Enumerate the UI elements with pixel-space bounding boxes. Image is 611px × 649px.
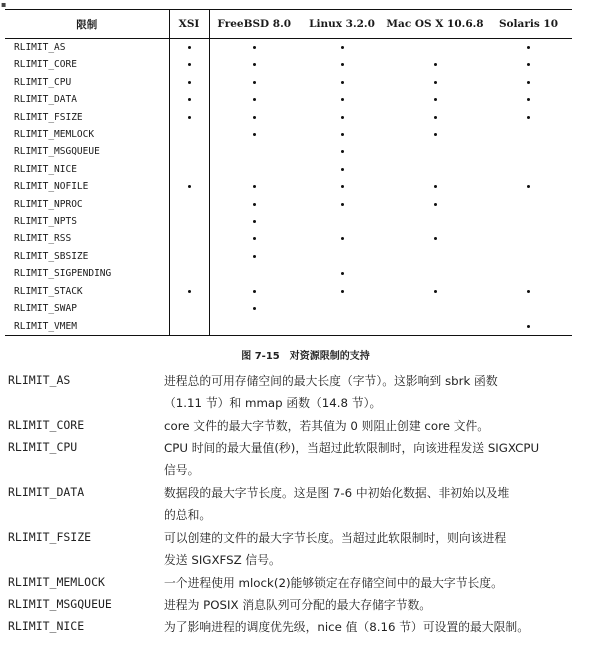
- limit-name: RLIMIT_MEMLOCK: [5, 126, 169, 143]
- definition-description: [164, 437, 604, 481]
- limit-name: RLIMIT_NICE: [5, 161, 169, 178]
- support-cell-linux: [299, 265, 385, 282]
- header-macos: Mac OS X 10.6.8: [385, 10, 485, 39]
- description-line: （1.11 节）和 mmap 函数（14.8 节）。: [164, 396, 382, 410]
- supported-bullet-icon: [434, 290, 437, 293]
- header-linux: Linux 3.2.0: [299, 10, 385, 39]
- supported-bullet-icon: [188, 98, 191, 101]
- supported-bullet-icon: [253, 133, 256, 136]
- support-cell-xsi: [169, 248, 209, 265]
- support-cell-solaris: [485, 265, 572, 282]
- description-line: 发送 SIGXFSZ 信号。: [164, 553, 281, 567]
- table-row: [5, 109, 572, 126]
- definition-description: [164, 415, 604, 437]
- supported-bullet-icon: [188, 46, 191, 49]
- support-cell-macos: [385, 196, 485, 213]
- limit-name: RLIMIT_NPTS: [5, 213, 169, 230]
- support-cell-xsi: [169, 283, 209, 300]
- supported-bullet-icon: [188, 185, 191, 188]
- limit-name: RLIMIT_CPU: [5, 74, 169, 91]
- support-cell-freebsd: [209, 213, 299, 230]
- table-row: [5, 161, 572, 178]
- support-cell-xsi: [169, 91, 209, 108]
- support-cell-freebsd: [209, 230, 299, 247]
- table-row: [5, 265, 572, 282]
- limit-name: RLIMIT_NOFILE: [5, 178, 169, 195]
- support-cell-freebsd: [209, 161, 299, 178]
- support-cell-xsi: [169, 213, 209, 230]
- description-line: core 文件的最大字节数，若其值为 0 则阻止创建 core 文件。: [164, 419, 490, 433]
- limit-name: RLIMIT_SWAP: [5, 300, 169, 317]
- support-cell-macos: [385, 56, 485, 73]
- support-cell-linux: [299, 56, 385, 73]
- table-row: [5, 248, 572, 265]
- limit-name: RLIMIT_MSGQUEUE: [5, 143, 169, 160]
- description-line: 可以创建的文件的最大字节长度。当超过此软限制时，则向该进程: [164, 531, 507, 545]
- support-cell-linux: [299, 126, 385, 143]
- supported-bullet-icon: [253, 98, 256, 101]
- support-cell-freebsd: [209, 109, 299, 126]
- supported-bullet-icon: [253, 203, 256, 206]
- definition-description: [164, 482, 604, 526]
- header-solaris: Solaris 10: [485, 10, 572, 39]
- supported-bullet-icon: [341, 185, 344, 188]
- supported-bullet-icon: [253, 255, 256, 258]
- support-cell-freebsd: [209, 143, 299, 160]
- header-limit: 限制: [5, 10, 169, 39]
- limit-name: RLIMIT_NPROC: [5, 196, 169, 213]
- supported-bullet-icon: [253, 290, 256, 293]
- supported-bullet-icon: [188, 290, 191, 293]
- support-cell-xsi: [169, 318, 209, 336]
- description-line: 进程总的可用存储空间的最大长度（字节）。这影响到 sbrk 函数: [164, 374, 498, 388]
- supported-bullet-icon: [527, 81, 530, 84]
- support-cell-solaris: [485, 230, 572, 247]
- support-cell-freebsd: [209, 126, 299, 143]
- supported-bullet-icon: [341, 81, 344, 84]
- support-cell-solaris: [485, 318, 572, 336]
- supported-bullet-icon: [188, 63, 191, 66]
- supported-bullet-icon: [341, 116, 344, 119]
- support-cell-freebsd: [209, 265, 299, 282]
- support-cell-xsi: [169, 178, 209, 195]
- supported-bullet-icon: [341, 98, 344, 101]
- definition-term: RLIMIT_MEMLOCK: [8, 575, 105, 589]
- support-cell-linux: [299, 39, 385, 57]
- supported-bullet-icon: [341, 63, 344, 66]
- support-cell-linux: [299, 109, 385, 126]
- limit-name: RLIMIT_CORE: [5, 56, 169, 73]
- support-cell-freebsd: [209, 248, 299, 265]
- supported-bullet-icon: [341, 237, 344, 240]
- support-cell-linux: [299, 74, 385, 91]
- support-cell-solaris: [485, 300, 572, 317]
- support-cell-freebsd: [209, 300, 299, 317]
- limit-name: RLIMIT_SBSIZE: [5, 248, 169, 265]
- definition-description: [164, 370, 604, 414]
- definition-term: RLIMIT_AS: [8, 373, 71, 387]
- description-line: 信号。: [164, 463, 200, 477]
- support-cell-linux: [299, 300, 385, 317]
- support-cell-macos: [385, 178, 485, 195]
- support-cell-solaris: [485, 109, 572, 126]
- support-cell-macos: [385, 161, 485, 178]
- table-body: [5, 39, 572, 336]
- support-cell-solaris: [485, 126, 572, 143]
- support-cell-xsi: [169, 109, 209, 126]
- support-cell-xsi: [169, 300, 209, 317]
- support-cell-xsi: [169, 126, 209, 143]
- support-cell-solaris: [485, 161, 572, 178]
- support-cell-xsi: [169, 161, 209, 178]
- support-cell-macos: [385, 265, 485, 282]
- table-row: [5, 178, 572, 195]
- support-cell-macos: [385, 318, 485, 336]
- support-cell-xsi: [169, 265, 209, 282]
- supported-bullet-icon: [527, 325, 530, 328]
- supported-bullet-icon: [341, 133, 344, 136]
- table-row: [5, 196, 572, 213]
- definition-term: RLIMIT_CPU: [8, 440, 78, 454]
- support-cell-solaris: [485, 283, 572, 300]
- supported-bullet-icon: [434, 116, 437, 119]
- support-cell-solaris: [485, 248, 572, 265]
- supported-bullet-icon: [253, 307, 256, 310]
- support-cell-xsi: [169, 56, 209, 73]
- support-cell-solaris: [485, 196, 572, 213]
- support-cell-macos: [385, 109, 485, 126]
- supported-bullet-icon: [253, 237, 256, 240]
- definition-term: RLIMIT_FSIZE: [8, 530, 92, 544]
- table-row: [5, 56, 572, 73]
- definition-description: [164, 527, 604, 571]
- supported-bullet-icon: [341, 290, 344, 293]
- supported-bullet-icon: [527, 63, 530, 66]
- supported-bullet-icon: [434, 237, 437, 240]
- support-cell-macos: [385, 143, 485, 160]
- resource-limit-support-table: [5, 9, 572, 336]
- support-cell-freebsd: [209, 91, 299, 108]
- limit-name: RLIMIT_FSIZE: [5, 109, 169, 126]
- support-cell-freebsd: [209, 74, 299, 91]
- support-cell-macos: [385, 213, 485, 230]
- table-header-row: [5, 10, 572, 39]
- definition-description: [164, 594, 604, 616]
- support-cell-freebsd: [209, 196, 299, 213]
- support-cell-macos: [385, 230, 485, 247]
- table-row: [5, 143, 572, 160]
- supported-bullet-icon: [341, 203, 344, 206]
- support-cell-solaris: [485, 74, 572, 91]
- table-row: [5, 318, 572, 336]
- support-cell-solaris: [485, 39, 572, 57]
- table-row: [5, 300, 572, 317]
- description-line: 进程为 POSIX 消息队列可分配的最大存储字节数。: [164, 598, 432, 612]
- support-cell-freebsd: [209, 39, 299, 57]
- support-cell-macos: [385, 74, 485, 91]
- support-cell-xsi: [169, 39, 209, 57]
- supported-bullet-icon: [527, 290, 530, 293]
- support-cell-linux: [299, 143, 385, 160]
- definition-description: [164, 616, 604, 638]
- support-cell-linux: [299, 318, 385, 336]
- supported-bullet-icon: [341, 168, 344, 171]
- supported-bullet-icon: [527, 185, 530, 188]
- description-line: 为了影响进程的调度优先级，nice 值（8.16 节）可设置的最大限制。: [164, 620, 529, 634]
- support-cell-solaris: [485, 178, 572, 195]
- table-row: [5, 39, 572, 57]
- limit-name: RLIMIT_DATA: [5, 91, 169, 108]
- header-freebsd: FreeBSD 8.0: [209, 10, 299, 39]
- support-cell-linux: [299, 161, 385, 178]
- supported-bullet-icon: [253, 63, 256, 66]
- support-cell-linux: [299, 213, 385, 230]
- supported-bullet-icon: [434, 81, 437, 84]
- support-cell-freebsd: [209, 56, 299, 73]
- support-cell-macos: [385, 283, 485, 300]
- support-cell-freebsd: [209, 283, 299, 300]
- supported-bullet-icon: [434, 203, 437, 206]
- supported-bullet-icon: [527, 98, 530, 101]
- header-xsi: XSI: [169, 10, 209, 39]
- table-row: [5, 91, 572, 108]
- definition-term: RLIMIT_NICE: [8, 619, 85, 633]
- support-cell-linux: [299, 178, 385, 195]
- support-cell-solaris: [485, 143, 572, 160]
- support-cell-linux: [299, 248, 385, 265]
- support-cell-xsi: [169, 230, 209, 247]
- support-cell-xsi: [169, 196, 209, 213]
- supported-bullet-icon: [434, 63, 437, 66]
- table-row: [5, 126, 572, 143]
- supported-bullet-icon: [253, 46, 256, 49]
- support-cell-macos: [385, 126, 485, 143]
- support-cell-linux: [299, 283, 385, 300]
- support-cell-solaris: [485, 91, 572, 108]
- description-line: 数据段的最大字节长度。这是图 7-6 中初始化数据、非初始以及堆: [164, 486, 510, 500]
- limit-name: RLIMIT_SIGPENDING: [5, 265, 169, 282]
- support-cell-linux: [299, 91, 385, 108]
- supported-bullet-icon: [188, 116, 191, 119]
- supported-bullet-icon: [253, 116, 256, 119]
- support-cell-xsi: [169, 143, 209, 160]
- support-cell-macos: [385, 39, 485, 57]
- supported-bullet-icon: [341, 150, 344, 153]
- description-line: 的总和。: [164, 508, 212, 522]
- supported-bullet-icon: [434, 98, 437, 101]
- description-line: CPU 时间的最大量值(秒)，当超过此软限制时，向该进程发送 SIGXCPU: [164, 441, 540, 455]
- support-cell-linux: [299, 196, 385, 213]
- support-cell-macos: [385, 248, 485, 265]
- supported-bullet-icon: [253, 185, 256, 188]
- supported-bullet-icon: [527, 116, 530, 119]
- table-row: [5, 283, 572, 300]
- definition-description: [164, 572, 604, 594]
- supported-bullet-icon: [341, 46, 344, 49]
- supported-bullet-icon: [434, 185, 437, 188]
- description-line: 一个进程使用 mlock(2)能够锁定在存储空间中的最大字节长度。: [164, 576, 503, 590]
- corner-mark: ▪: [1, 0, 7, 9]
- limit-name: RLIMIT_RSS: [5, 230, 169, 247]
- supported-bullet-icon: [188, 81, 191, 84]
- definition-term: RLIMIT_MSGQUEUE: [8, 597, 112, 611]
- supported-bullet-icon: [527, 46, 530, 49]
- supported-bullet-icon: [253, 81, 256, 84]
- support-cell-macos: [385, 300, 485, 317]
- figure-caption: 图 7-15 对资源限制的支持: [241, 351, 370, 362]
- definition-term: RLIMIT_DATA: [8, 485, 85, 499]
- limit-name: RLIMIT_STACK: [5, 283, 169, 300]
- limit-name: RLIMIT_AS: [5, 39, 169, 57]
- support-cell-freebsd: [209, 318, 299, 336]
- support-cell-freebsd: [209, 178, 299, 195]
- table-row: [5, 74, 572, 91]
- support-cell-xsi: [169, 74, 209, 91]
- definition-term: RLIMIT_CORE: [8, 418, 85, 432]
- table-row: [5, 213, 572, 230]
- supported-bullet-icon: [434, 133, 437, 136]
- support-cell-solaris: [485, 213, 572, 230]
- supported-bullet-icon: [341, 272, 344, 275]
- limit-name: RLIMIT_VMEM: [5, 318, 169, 336]
- support-cell-solaris: [485, 56, 572, 73]
- support-cell-macos: [385, 91, 485, 108]
- table-row: [5, 230, 572, 247]
- supported-bullet-icon: [253, 220, 256, 223]
- support-cell-linux: [299, 230, 385, 247]
